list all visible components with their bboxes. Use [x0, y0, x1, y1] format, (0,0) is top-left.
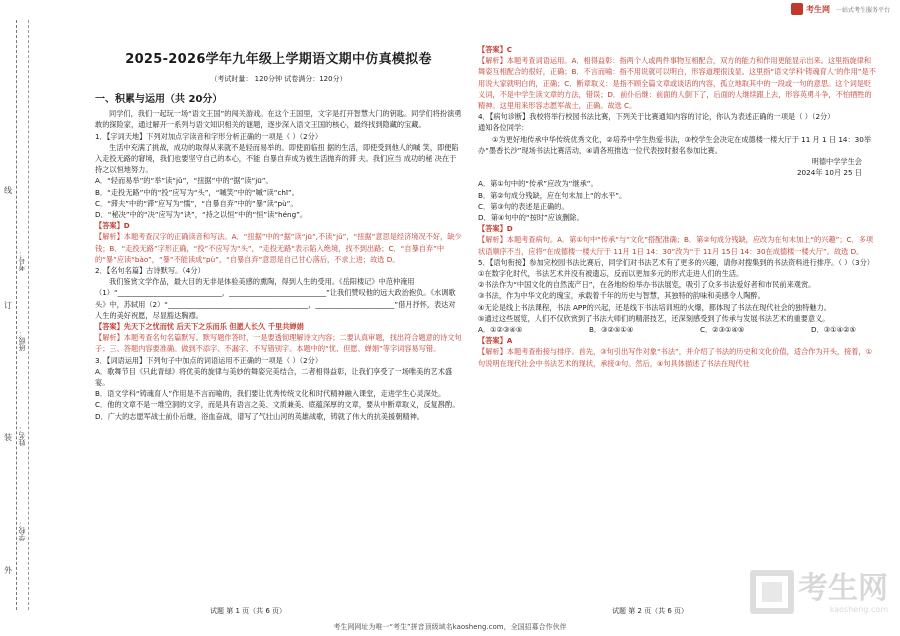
q4-analysis: 【解析】本题考查病句。A．第①句中“传承”与“文化”搭配准确；B．第②句成分残缺，应改为在句末加上“的兴趣”；C．多项状语顺序不当，应将“在成德楼一楼大厅于 11月 1日 14：30”改为“于 11月 15日 14：30在成德楼一楼大厅”。故选 D。 — [478, 235, 874, 256]
q5-option-b: B．③②⑤①④ — [588, 325, 634, 335]
q4-date: 2024年 10月 25 日 — [796, 168, 862, 178]
q1-option-b: B．“走投无路”中的“投”应写为“头”，“嘁笑”中的“嘁”读“chī”。 — [95, 187, 299, 197]
q1-option-d: D．“秘决”中的“决”应写为“诀”，“持之以恒”中的“恒”读“héng”。 — [95, 210, 308, 220]
exam-meta: （考试时量： 120分钟 试卷满分：120分） — [210, 75, 347, 83]
q4-option-d: D．第④句中的“按时”应该删除。 — [478, 213, 584, 223]
watermark-logo-icon — [750, 570, 794, 614]
q3-answer: 【答案】C — [478, 45, 513, 54]
q4-option-a: A．第①句中的“传承”应改为“继承”。 — [478, 179, 598, 189]
logo-icon — [791, 3, 803, 15]
q4-answer: 【答案】D — [478, 224, 513, 234]
watermark-url: kaosheng.com — [829, 605, 888, 614]
q3-option-b: B．语文学科“铸魂育人”作用是不言而喻的，我们要让优秀传统文化和时代精神融入课堂，走进学生心灵深处。 — [95, 389, 446, 399]
q5-option-c: C．②③①④⑤ — [699, 325, 745, 335]
q5-item-4: ④无论是线上书法课程，书法 APP的兴起，还是线下书法培训班的火爆，都体现了书法在现代社会的独特魅力。 — [478, 302, 831, 312]
q5-option-d: D．③①④②⑤ — [811, 325, 856, 335]
q1-option-c: C．“滞夫”中的“滞”应写为“懦”，“自暴自弃”中的“暴”读“pù”。 — [95, 198, 298, 208]
right-column — [478, 44, 876, 369]
q5-item-5: ⑤通过这些展览，人们不仅欣赏到了书法大师们的精湛技艺，还深刻感受到了传承与发展书法艺术的重要意义。 — [478, 313, 830, 323]
logo-slogan: 一站式考生服务平台 — [835, 6, 890, 14]
binding-word-zhuang: 装 — [4, 433, 12, 442]
q2-analysis: 【解析】本题考查名句名篇默写。默写题作答时，一是要透彻理解诗文内容；二要认真审题，找出符合题意的诗文句子；三、答题内容要准确。做到不添字、不漏字、不写错别字。本题中的“忧、但愿、婵娟”等字词容易写错。 — [95, 333, 462, 354]
left-column — [95, 92, 462, 422]
q1-analysis: 【解析】本题考查汉字的正确读音和写法。A．“扭据”中的“据”读“jū”,不读“jǔ”，“扭据”意思是经济境况不好，缺少钱；B．“走投无路”字形正确，“投”不应写为“头”，“走投无路”表示陷入绝境，找不到出路；C．“自暴自弃”中的“暴”应读“bào”，“暴”不能读成“pù”，“自暴自弃”意思是自己甘心落后，不求上进；故选 D。 — [95, 232, 462, 264]
q5-option-a: A．①②③④⑤ — [478, 325, 523, 335]
q3-option-c: C．他的文章不是一堆空洞的文字，而是具有语言之美、文质兼美、底蕴深厚的文章，要从中断章取义，反复斟酌。 — [95, 400, 460, 410]
q4-organizer: 明德中学学生会 — [811, 157, 862, 167]
q2-answer: 【答案】先天下之忧而忧 后天下之乐而乐 但愿人长久 千里共婵娟 — [95, 322, 304, 332]
q2-text: 我们鉴赏文学作品，最大目的无非是体验美感的熏陶，得到人生的受用。《岳阳楼记》中范仲淹用（1）“_____________________________，___________________________”让我们赞叹他的远大政治抱负。《水调歌头》中，苏轼用（2）“_______________________________________，______________________”借月抒怀，表达对人生的美好祝愿，尽显豁达胸襟。 — [95, 277, 456, 320]
site-logo[interactable] — [791, 3, 890, 15]
q4-option-b: B．第②句成分残缺，应在句末加上“的水平”。 — [478, 190, 627, 200]
q1-option-a: A．“轻而易举”的“举”读“jǔ”，“扭据”中的“据”读“jū”。 — [95, 176, 273, 186]
q5-heading: 5．【语句衔接】参加完校园书法比赛后，同学们对书法艺术有了更多的兴趣，请你对搜集到的书法资料进行排序。（ ）（3分） — [478, 257, 874, 267]
q5-analysis: 【解析】本题考查衔接与排序。首先，③句引出写作对象“书法”，并介绍了书法的历史和文化价值，适合作为开头，接着，①句说明在现代社会中书法艺术的现状，承接③句。然后，④句具体描述了书法在现代社 — [478, 347, 873, 368]
watermark — [750, 570, 888, 614]
q4-greeting: 通知各位同学： — [478, 123, 529, 133]
binding-strip — [0, 0, 30, 612]
section-heading: 一、积累与运用（共 20分） — [95, 94, 223, 105]
school-field-label: 学校： — [18, 520, 26, 541]
q5-item-2: ②书法作为“中国文化的自然流产日”，在各地纷纷举办书法展览，吸引了众多书法爱好者和市民前来观赏。 — [478, 280, 816, 290]
q3-option-a: A．歌舞节目《只此青绿》将优美的旋律与美妙的舞姿完美结合，二者相得益彰，让我们享受了一场唯美的艺术盛宴。 — [95, 366, 453, 388]
intro-paragraph: 同学们，我们一起玩一场“语文王国”的闯关游戏。在这个王国里，文字是打开智慧大门的钥匙。同学们将扮演勇敢的探险家，通过解开一系列与语文知识相关的谜题，逐步深入语文王国的核心，最终找到隐藏的宝藏。 — [95, 109, 462, 130]
q3-heading: 3．【词语运用】下列句子中加点的词语运用不正确的一项是（ ）（2分） — [95, 355, 323, 365]
site-footer-note: 考生网网址为唯一“考生”拼音顶级域名kaosheng.com，全国招募合作伙伴 — [333, 623, 567, 631]
q2-heading: 2．【名句名篇】古诗默写。（4分） — [95, 266, 205, 276]
q4-heading: 4．【病句诊断】我校将举行校园书法比赛，下列关于比赛通知内容的讨论，你认为表述正确的一项是（ ）（2分） — [478, 112, 835, 122]
watermark-name: 考生网 — [798, 571, 888, 606]
binding-line-inner — [28, 20, 29, 610]
q1-heading: 1．【字词天地】下列对加点字读音和字形分析正确的一项是（ ）（2分） — [95, 131, 323, 141]
binding-word-ding: 订 — [4, 301, 12, 310]
binding-word-xian: 线 — [4, 186, 12, 195]
binding-word-wai: 外 — [4, 566, 12, 575]
q1-answer: 【答案】D — [95, 221, 130, 231]
exam-title: 2025-2026学年九年级上学期语文期中仿真模拟卷 — [125, 52, 432, 67]
q1-text: 生活中充满了挑战，成功的取得从来就不是轻而易举的。即使面临扭 据的生活，即使受到他人的嘁 笑，即便陷入走投无路的窘境，我们也要坚守自己的本心，不能 自暴自弃成为被生活抛弃的滞 夫。我们应当 成功的秘 决在于持之以恒地努力。 — [95, 142, 459, 175]
page-number-left: 试题 第 1 页（共 6 页） — [210, 607, 287, 615]
q5-options — [478, 324, 876, 335]
q4-option-c: C．第③句的表述是正确的。 — [478, 201, 569, 211]
logo-name: 考生网 — [805, 4, 830, 14]
q3-analysis: 【解析】本题考查词语运用。A．相得益彰：指两个人或两件事物互相配合，双方的能力和作用更能显示出来。这里指旋律和舞姿互相配合的很好，正确；B．不言而喻：指不用说就可以明白，形容道理很浅显。这里指“语文学科‘铸魂育人’的作用”是不用说大家就明白的，正确；C．断章取义：是指不顾全篇文章或谈话的内容，孤立地取其中的一段或一句的意思。这个词是贬义词，不是中学生读文章的方法，错误；D．前仆后继：前面的人倒下了，后面的人继续跟上去，形容英勇斗争，不怕牺牲的精神。这里用来形容志愿军战士，正确。故选 C。 — [478, 56, 876, 111]
q5-answer: 【答案】A — [478, 336, 513, 346]
name-field-label: 姓名： — [18, 425, 26, 446]
q5-item-1: ①在数字化时代，书法艺术并没有被遗忘，反而以更加多元的形式走进人们的生活。 — [478, 269, 744, 279]
binding-line-outer — [16, 20, 17, 610]
q4-notice-body: ①为更好地传承中华传统优秀文化，②培养中学生热爱书法，③校学生会决定在成德楼一楼大厅于 11 月 1 日 14：30举办“墨香长沙”现场书法比赛活动，④请各班推选一位代表按时报名参加比赛。 — [478, 134, 872, 155]
q3-option-d: D．广大的志愿军战士前仆后继，浴血奋战，谱写了气壮山河的英雄战歌，铸就了伟大的抗美援朝精神。 — [95, 411, 424, 421]
exam-number-field-label: 考号： — [18, 250, 26, 271]
class-field-label: 班级： — [18, 330, 26, 351]
page-number-right: 试题 第 2 页（共 6 页） — [612, 607, 689, 615]
q5-item-3: ③书法，作为中华文化的瑰宝，承载着千年的历史与智慧，其独特的韵味和美感令人陶醉。 — [478, 291, 765, 301]
